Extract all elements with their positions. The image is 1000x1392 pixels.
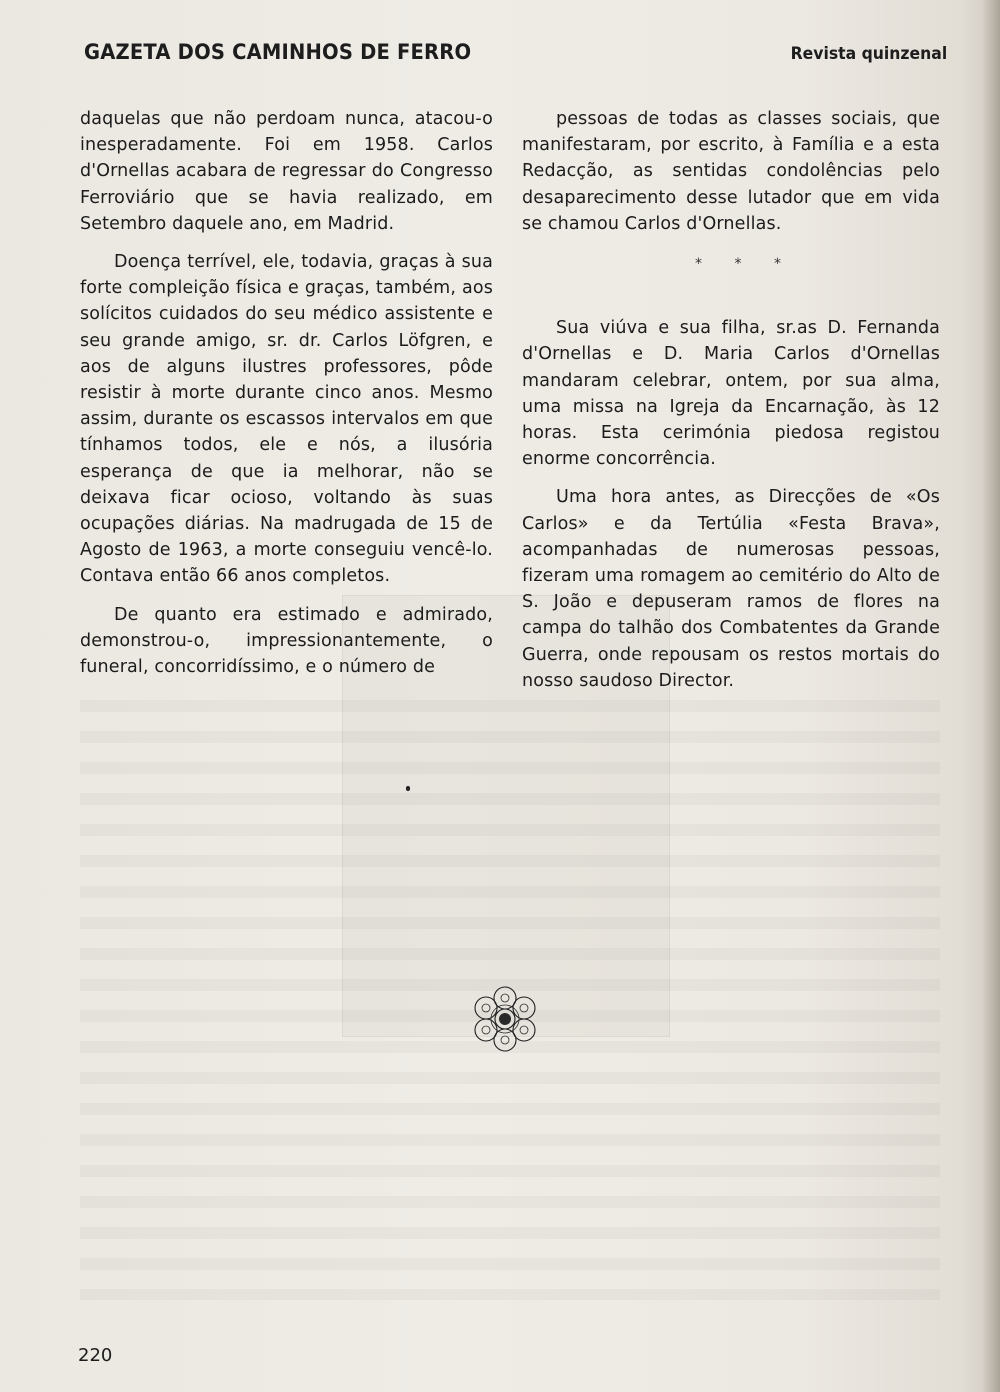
left-column [80,106,493,692]
page-edge-shadow [982,0,1000,1392]
paragraph: Uma hora antes, as Direcções de «Os Carlos» e da Tertúlia «Festa Brava», acompanhadas de numerosas pessoas, fizeram uma romagem ao cemitério do Alto de S. João e depuseram ramos de flores na campa do talhão dos Combatentes da Grande Guerra, onde repousam os restos mortais do nosso saudoso Director. [522,487,940,691]
page-number: 220 [78,1345,113,1366]
rosette-ornament-icon [464,978,546,1060]
journal-title: GAZETA DOS CAMINHOS DE FERRO [84,40,472,64]
paragraph: De quanto era estimado e admirado, demonstrou-o, impressionantemente, o funeral, concorridíssimo, e o número de [80,604,493,678]
ink-dot [406,786,410,791]
paragraph: daquelas que não perdoam nunca, atacou-o inesperadamente. Foi em 1958. Carlos d'Ornellas acabara de regressar do Congresso Ferroviário que se havia realizado, em Setembro daquele ano, em Madrid. [80,109,493,234]
paragraph: Sua viúva e sua filha, sr.as D. Fernanda d'Ornellas e D. Maria Carlos d'Ornellas mandaram celebrar, ontem, por sua alma, uma missa na Igreja da Encarnação, às 12 horas. Esta cerimónia piedosa registou enorme concorrência. [522,318,940,470]
journal-subtitle: Revista quinzenal [790,44,947,64]
right-column [522,106,940,706]
paragraph: Doença terrível, ele, todavia, graças à sua forte compleição física e graças, também, aos solícitos cuidados do seu médico assistente e seu grande amigo, sr. dr. Carlos Löfgren, e aos de alguns ilustres professores, pôde resistir à morte durante cinco anos. Mesmo assim, durante os escassos intervalos em que tínhamos todos, ele e nós, a ilusória esperança de que ia melhorar, não se deixava ficar ocioso, voltando às suas ocupações diárias. Na madrugada de 15 de Agosto de 1963, a morte conseguiu vencê-lo. Contava então 66 anos completos. [80,252,493,587]
section-separator: * * * [695,256,795,273]
paragraph: pessoas de todas as classes sociais, que manifestaram, por escrito, à Família e a esta Redacção, as sentidas condolências pelo desaparecimento desse lutador que em vida se chamou Carlos d'Ornellas. [522,109,940,234]
